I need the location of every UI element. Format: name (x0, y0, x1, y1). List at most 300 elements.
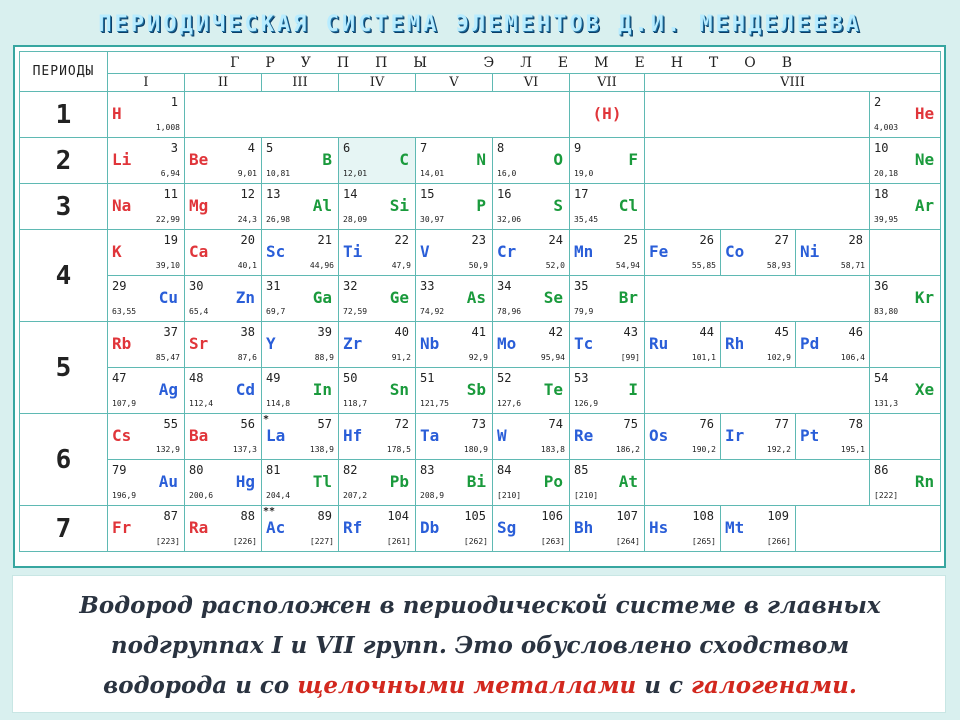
element-cell-ne (870, 138, 941, 184)
group-numeral-1: I (108, 74, 185, 92)
atomic-number: 47 (112, 371, 127, 385)
element-cell-te (493, 368, 570, 414)
atomic-number: 43 (623, 325, 638, 339)
atomic-mass: 12,01 (343, 169, 368, 178)
empty-cell (645, 138, 870, 184)
element-symbol: O (553, 150, 563, 169)
element-symbol: Pt (800, 426, 820, 445)
atomic-mass: 35,45 (574, 215, 599, 224)
atomic-mass: 69,7 (266, 307, 286, 316)
element-cell-sc (262, 230, 339, 276)
element-symbol: Kr (914, 288, 935, 307)
element-symbol: Ne (914, 150, 935, 169)
period-number-3: 3 (20, 184, 108, 230)
atomic-number: 15 (420, 187, 435, 201)
element-cell-ta (416, 414, 493, 460)
note-line-2: подгруппах I и VII групп. Это обусловлено сходством (110, 632, 850, 659)
element-cell-li (108, 138, 185, 184)
element-cell-cd (185, 368, 262, 414)
atomic-mass: 106,4 (840, 353, 865, 362)
atomic-number: 40 (394, 325, 409, 339)
table-row (20, 276, 941, 322)
element-cell-as (416, 276, 493, 322)
atomic-number: 10 (874, 141, 889, 155)
element-cell-o (493, 138, 570, 184)
atomic-number: 16 (497, 187, 512, 201)
atomic-mass: 47,9 (391, 261, 411, 270)
element-cell-ra (185, 506, 262, 552)
footnote-marker: * (263, 414, 270, 425)
atomic-mass: [263] (540, 537, 565, 546)
atomic-mass: 118,7 (343, 399, 368, 408)
atomic-mass: 22,99 (155, 215, 180, 224)
atomic-number: 31 (266, 279, 281, 293)
element-symbol: Li (112, 150, 132, 169)
atomic-number: 106 (541, 509, 563, 523)
period-number-7: 7 (20, 506, 108, 552)
atomic-number: 74 (548, 417, 563, 431)
atomic-mass: 39,10 (155, 261, 180, 270)
note-box (12, 575, 946, 713)
atomic-mass: 101,1 (691, 353, 716, 362)
element-symbol: Ar (914, 196, 935, 215)
atomic-number: 72 (394, 417, 409, 431)
element-cell-br (570, 276, 645, 322)
atomic-mass: 9,01 (237, 169, 257, 178)
element-cell-ni (796, 230, 870, 276)
atomic-mass: [226] (232, 537, 257, 546)
element-symbol: Tl (312, 472, 332, 491)
atomic-number: 6 (343, 141, 351, 155)
atomic-number: 84 (497, 463, 512, 477)
element-cell-w (493, 414, 570, 460)
atomic-mass: 127,6 (497, 399, 522, 408)
atomic-number: 29 (112, 279, 127, 293)
atomic-mass: [210] (574, 491, 599, 500)
element-symbol: Nb (420, 334, 440, 353)
group-numeral-5: V (416, 74, 493, 92)
element-cell-ar (870, 184, 941, 230)
element-cell-cl (570, 184, 645, 230)
group-numeral-2: II (185, 74, 262, 92)
table-row (20, 322, 941, 368)
atomic-mass: 4,003 (874, 123, 899, 132)
element-symbol: P (476, 196, 486, 215)
atomic-mass: 14,01 (420, 169, 445, 178)
element-symbol: V (420, 242, 430, 261)
atomic-mass: 121,75 (420, 399, 449, 408)
element-cell-v (416, 230, 493, 276)
atomic-number: 12 (240, 187, 255, 201)
element-cell-ga (262, 276, 339, 322)
element-cell-hs (645, 506, 721, 552)
atomic-number: 82 (343, 463, 358, 477)
atomic-mass: 208,9 (420, 491, 445, 500)
element-cell-he (870, 92, 941, 138)
element-symbol: Si (389, 196, 409, 215)
element-symbol: Zr (343, 334, 363, 353)
element-cell-bi (416, 460, 493, 506)
element-symbol: C (399, 150, 409, 169)
atomic-number: 9 (574, 141, 582, 155)
element-symbol: Y (266, 334, 276, 353)
element-cell-xe (870, 368, 941, 414)
atomic-mass: [227] (309, 537, 334, 546)
atomic-number: 19 (163, 233, 178, 247)
periodic-table-frame (13, 45, 946, 568)
element-cell-sn (339, 368, 416, 414)
atomic-number: 53 (574, 371, 589, 385)
atomic-number: 107 (616, 509, 638, 523)
period-number-1: 1 (20, 92, 108, 138)
empty-cell (870, 414, 941, 460)
element-symbol: Bi (466, 472, 486, 491)
atomic-number: 109 (767, 509, 789, 523)
element-symbol: K (112, 242, 122, 261)
atomic-mass: 192,2 (766, 445, 791, 454)
empty-cell (185, 92, 570, 138)
atomic-mass: 1,008 (155, 123, 180, 132)
element-cell-sr (185, 322, 262, 368)
atomic-number: 11 (163, 187, 178, 201)
element-cell-mn (570, 230, 645, 276)
atomic-mass: [261] (386, 537, 411, 546)
atomic-mass: 52,0 (545, 261, 565, 270)
atomic-number: 23 (471, 233, 486, 247)
atomic-number: 81 (266, 463, 281, 477)
atomic-mass: [262] (463, 537, 488, 546)
atomic-number: 54 (874, 371, 889, 385)
atomic-mass: [99] (620, 353, 640, 362)
element-symbol: Db (420, 518, 440, 537)
atomic-mass: 40,1 (237, 261, 257, 270)
element-cell-fe (645, 230, 721, 276)
element-cell-pd (796, 322, 870, 368)
element-cell-co (721, 230, 796, 276)
element-cell-mt (721, 506, 796, 552)
atomic-mass: 28,09 (343, 215, 368, 224)
atomic-number: 13 (266, 187, 281, 201)
group-numeral-4: IV (339, 74, 416, 92)
element-symbol: Ac (266, 518, 286, 537)
element-symbol: Te (543, 380, 563, 399)
element-symbol: Cd (235, 380, 255, 399)
atomic-number: 21 (317, 233, 332, 247)
atomic-number: 77 (774, 417, 789, 431)
atomic-mass: 190,2 (691, 445, 716, 454)
atomic-number: 38 (240, 325, 255, 339)
empty-cell (645, 92, 870, 138)
element-cell-zr (339, 322, 416, 368)
element-cell-rn (870, 460, 941, 506)
note-alkali-metals: щелочными металлами (297, 672, 637, 699)
element-cell-la (262, 414, 339, 460)
table-row (20, 414, 941, 460)
atomic-mass: 72,59 (343, 307, 368, 316)
periodic-table (19, 51, 941, 552)
element-cell-b (262, 138, 339, 184)
period-number-5: 5 (20, 322, 108, 414)
empty-cell (645, 460, 870, 506)
atomic-number: 104 (387, 509, 409, 523)
element-symbol: La (266, 426, 286, 445)
atomic-number: 45 (774, 325, 789, 339)
element-cell-na (108, 184, 185, 230)
element-symbol: Ga (312, 288, 332, 307)
element-symbol: Ru (649, 334, 669, 353)
element-symbol: S (553, 196, 563, 215)
element-symbol: F (628, 150, 638, 169)
element-symbol: Co (725, 242, 745, 261)
element-cell-tl (262, 460, 339, 506)
element-cell-ir (721, 414, 796, 460)
element-symbol: Mo (497, 334, 517, 353)
element-cell-rf (339, 506, 416, 552)
element-symbol: Ca (189, 242, 209, 261)
table-row (20, 506, 941, 552)
atomic-number: 34 (497, 279, 512, 293)
footnote-marker: ** (263, 506, 276, 517)
atomic-mass: 16,0 (497, 169, 517, 178)
element-symbol: N (476, 150, 486, 169)
atomic-mass: 63,55 (112, 307, 137, 316)
element-cell-ac (262, 506, 339, 552)
atomic-mass: [222] (874, 491, 899, 500)
element-cell-pb (339, 460, 416, 506)
element-cell-h (570, 92, 645, 138)
atomic-mass: 204,4 (266, 491, 291, 500)
element-symbol: Po (543, 472, 563, 491)
atomic-number: 14 (343, 187, 358, 201)
period-number-6: 6 (20, 414, 108, 506)
atomic-mass: 92,9 (468, 353, 488, 362)
element-symbol: Rb (112, 334, 132, 353)
element-cell-ti (339, 230, 416, 276)
atomic-mass: 26,98 (266, 215, 291, 224)
element-cell-cu (108, 276, 185, 322)
atomic-number: 86 (874, 463, 889, 477)
element-symbol: Xe (914, 380, 935, 399)
element-symbol: Sn (389, 380, 409, 399)
group-numeral-6: VI (493, 74, 570, 92)
element-symbol: Re (574, 426, 594, 445)
atomic-mass: 58,71 (840, 261, 865, 270)
atomic-number: 22 (394, 233, 409, 247)
atomic-number: 32 (343, 279, 358, 293)
element-symbol: Ag (158, 380, 178, 399)
element-cell-h (108, 92, 185, 138)
atomic-number: 8 (497, 141, 505, 155)
atomic-mass: 32,06 (497, 215, 522, 224)
atomic-number: 55 (163, 417, 178, 431)
atomic-number: 24 (548, 233, 563, 247)
element-cell-po (493, 460, 570, 506)
element-symbol: Ni (800, 242, 820, 261)
atomic-mass: 55,85 (691, 261, 716, 270)
element-cell-pt (796, 414, 870, 460)
empty-cell (645, 184, 870, 230)
atomic-mass: 19,0 (574, 169, 594, 178)
element-symbol: Hg (235, 472, 255, 491)
element-cell-au (108, 460, 185, 506)
atomic-mass: [223] (155, 537, 180, 546)
element-cell-nb (416, 322, 493, 368)
atomic-number: 88 (240, 509, 255, 523)
atomic-number: 48 (189, 371, 204, 385)
atomic-number: 87 (163, 509, 178, 523)
element-cell-ru (645, 322, 721, 368)
group-numeral-3: III (262, 74, 339, 92)
atomic-number: 18 (874, 187, 889, 201)
atomic-number: 28 (848, 233, 863, 247)
atomic-mass: 126,9 (574, 399, 599, 408)
atomic-mass: 178,5 (386, 445, 411, 454)
element-cell-mo (493, 322, 570, 368)
atomic-number: 52 (497, 371, 512, 385)
atomic-mass: 24,3 (237, 215, 257, 224)
empty-cell (870, 230, 941, 276)
atomic-number: 78 (848, 417, 863, 431)
element-cell-si (339, 184, 416, 230)
element-symbol: Cu (158, 288, 178, 307)
element-cell-ge (339, 276, 416, 322)
element-cell-zn (185, 276, 262, 322)
element-symbol: Tc (574, 334, 594, 353)
element-cell-ca (185, 230, 262, 276)
atomic-mass: 85,47 (155, 353, 180, 362)
atomic-mass: [265] (691, 537, 716, 546)
element-symbol: Hs (649, 518, 669, 537)
element-symbol: Pd (800, 334, 820, 353)
group-numeral-8: VIII (645, 74, 941, 92)
element-symbol: Fr (112, 518, 132, 537)
atomic-mass: [210] (497, 491, 522, 500)
element-symbol: Zn (235, 288, 255, 307)
element-symbol: At (618, 472, 638, 491)
atomic-mass: 196,9 (112, 491, 137, 500)
atomic-number: 49 (266, 371, 281, 385)
atomic-number: 108 (692, 509, 714, 523)
element-cell-bh (570, 506, 645, 552)
element-cell-re (570, 414, 645, 460)
element-symbol: Sr (189, 334, 209, 353)
atomic-mass: 58,93 (766, 261, 791, 270)
atomic-number: 5 (266, 141, 274, 155)
element-symbol: As (466, 288, 486, 307)
element-cell-y (262, 322, 339, 368)
atomic-number: 17 (574, 187, 589, 201)
atomic-mass: 114,8 (266, 399, 291, 408)
page-title: ПЕРИОДИЧЕСКАЯ СИСТЕМА ЭЛЕМЕНТОВ Д.И. МЕНДЕЛЕЕВА (98, 12, 862, 37)
element-cell-al (262, 184, 339, 230)
element-cell-c (339, 138, 416, 184)
atomic-mass: 20,18 (874, 169, 899, 178)
atomic-number: 75 (623, 417, 638, 431)
atomic-number: 35 (574, 279, 589, 293)
atomic-mass: 50,9 (468, 261, 488, 270)
atomic-number: 26 (699, 233, 714, 247)
atomic-mass: 138,9 (309, 445, 334, 454)
atomic-mass: 180,9 (463, 445, 488, 454)
atomic-mass: 102,9 (766, 353, 791, 362)
atomic-mass: 132,9 (155, 445, 180, 454)
element-symbol: Au (158, 472, 178, 491)
element-symbol: In (312, 380, 332, 399)
atomic-number: 85 (574, 463, 589, 477)
element-cell-be (185, 138, 262, 184)
atomic-number: 30 (189, 279, 204, 293)
element-symbol: Pb (389, 472, 409, 491)
group-numeral-7: VII (570, 74, 645, 92)
element-cell-at (570, 460, 645, 506)
atomic-mass: 54,94 (615, 261, 640, 270)
element-symbol: Sc (266, 242, 286, 261)
element-symbol: W (497, 426, 507, 445)
element-symbol: Fe (649, 242, 669, 261)
element-symbol: B (322, 150, 332, 169)
element-symbol: Mt (725, 518, 745, 537)
empty-cell (870, 322, 941, 368)
atomic-mass: 30,97 (420, 215, 445, 224)
periods-header: ПЕРИОДЫ (20, 52, 108, 92)
atomic-number: 73 (471, 417, 486, 431)
note-text: водорода и со (103, 672, 298, 699)
note-line-3 (13, 672, 947, 699)
element-symbol: Rn (914, 472, 935, 491)
atomic-number: 105 (464, 509, 486, 523)
atomic-number: 76 (699, 417, 714, 431)
element-cell-rh (721, 322, 796, 368)
atomic-number: 50 (343, 371, 358, 385)
element-symbol: Al (312, 196, 332, 215)
element-symbol: Na (112, 196, 132, 215)
element-symbol: I (628, 380, 638, 399)
element-symbol: Mg (189, 196, 209, 215)
element-symbol: (H) (592, 104, 622, 123)
atomic-mass: 183,8 (540, 445, 565, 454)
atomic-number: 57 (317, 417, 332, 431)
atomic-number: 41 (471, 325, 486, 339)
element-symbol: Ta (420, 426, 440, 445)
element-cell-db (416, 506, 493, 552)
atomic-number: 33 (420, 279, 435, 293)
element-symbol: Bh (574, 518, 594, 537)
element-cell-ag (108, 368, 185, 414)
atomic-number: 80 (189, 463, 204, 477)
note-text: и с (636, 672, 692, 699)
atomic-number: 83 (420, 463, 435, 477)
atomic-mass: 10,81 (266, 169, 291, 178)
element-cell-sg (493, 506, 570, 552)
element-cell-hg (185, 460, 262, 506)
atomic-number: 20 (240, 233, 255, 247)
table-row (20, 138, 941, 184)
empty-cell (796, 506, 941, 552)
atomic-number: 37 (163, 325, 178, 339)
atomic-number: 44 (699, 325, 714, 339)
element-symbol: Cl (618, 196, 638, 215)
element-cell-cs (108, 414, 185, 460)
atomic-number: 89 (317, 509, 332, 523)
atomic-mass: 6,94 (160, 169, 180, 178)
element-cell-ba (185, 414, 262, 460)
element-symbol: Sb (466, 380, 486, 399)
atomic-mass: 131,3 (874, 399, 899, 408)
element-cell-i (570, 368, 645, 414)
groups-header: ГРУППЫ ЭЛЕМЕНТОВ (108, 52, 941, 74)
atomic-mass: 79,9 (574, 307, 594, 316)
element-symbol: H (112, 104, 122, 123)
